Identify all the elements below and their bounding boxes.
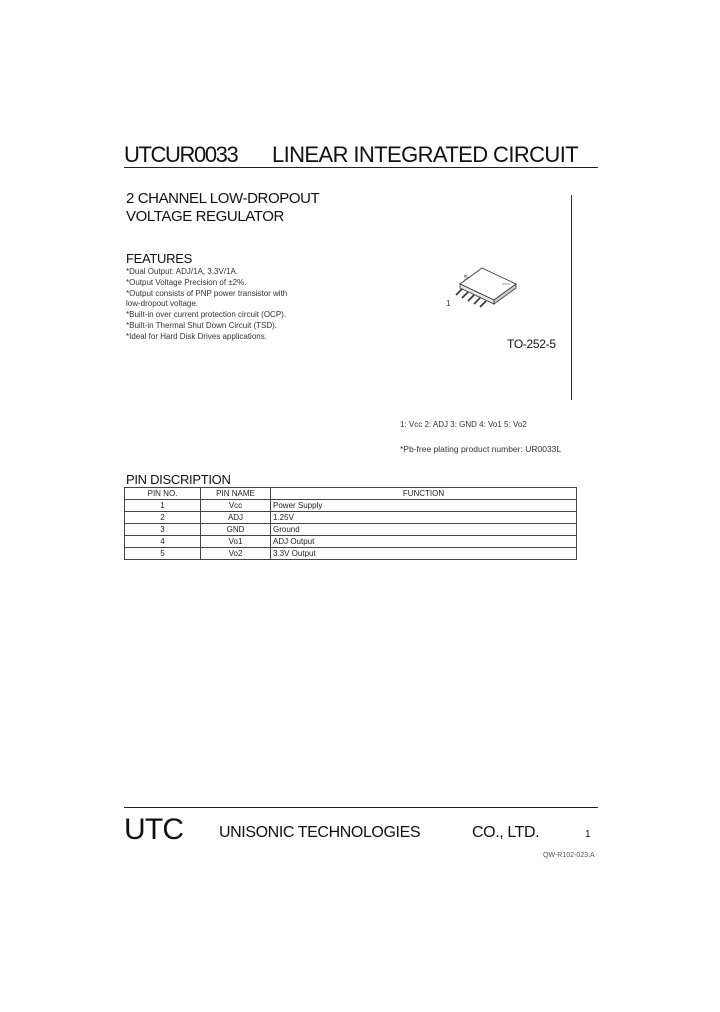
pin-no-cell: 1 [125,500,201,512]
pin5-marker: 5 [464,275,468,282]
feature-item: *Built-in Thermal Shut Down Circuit (TSD). [126,320,278,330]
package-illustration [442,262,522,312]
pin-no-cell: 2 [125,512,201,524]
company-suffix: CO., LTD. [472,824,540,841]
feature-item: *Output Voltage Precision of ±2%. [126,277,247,287]
feature-item: *Output consists of PNP power transistor with [126,288,288,298]
column-header: PIN NO. [125,488,201,500]
table-row [125,536,577,548]
pin-description-heading: PIN DISCRIPTION [126,472,231,487]
function-cell: Ground [271,524,577,536]
function-cell: 1.25V [271,512,577,524]
part-number-title: UTCUR0033 [124,142,238,167]
features-list [126,267,287,343]
pin-name-cell: Vo2 [201,548,271,560]
document-number: QW-R102-023.A [543,852,595,859]
feature-item: *Ideal for Hard Disk Drives applications. [126,331,267,341]
function-cell: 3.3V Output [271,548,577,560]
pin-name-cell: ADJ [201,512,271,524]
page-number: 1 [585,829,591,840]
company-logo: UTC [124,813,184,846]
product-title-line2: VOLTAGE REGULATOR [126,208,284,225]
category-title: LINEAR INTEGRATED CIRCUIT [272,142,579,167]
to252-chip-icon [442,262,522,312]
pb-free-note: *Pb-free plating product number: UR0033L [400,444,562,454]
pin-no-cell: 4 [125,536,201,548]
pin-no-cell: 5 [125,548,201,560]
table-header-row [125,488,577,500]
pin-assignment: 1: Vcc 2: ADJ 3: GND 4: Vo1 5: Vo2 [400,420,527,429]
column-header: FUNCTION [271,488,577,500]
pin-name-cell: Vcc [201,500,271,512]
table-row [125,548,577,560]
product-title [126,190,319,226]
pin-name-cell: Vo1 [201,536,271,548]
product-title-line1: 2 CHANNEL LOW-DROPOUT [126,190,320,207]
table-row [125,512,577,524]
footer-divider [124,807,598,808]
feature-item: *Dual Output: ADJ/1A, 3.3V/1A. [126,267,239,276]
table-row [125,524,577,536]
section-divider-vertical [571,195,572,400]
header-divider [124,167,598,168]
package-name: TO-252-5 [507,337,556,351]
pin1-marker: 1 [446,299,451,308]
pin-no-cell: 3 [125,524,201,536]
pin-description-table [124,487,577,560]
feature-item: low-dropout voltage. [126,299,199,309]
features-heading: FEATURES [126,251,192,266]
table-row [125,500,577,512]
function-cell: Power Supply [271,500,577,512]
column-header: PIN NAME [201,488,271,500]
company-name: UNISONIC TECHNOLOGIES [219,824,421,841]
feature-item: *Built-in over current protection circuit (OCP). [126,310,287,320]
function-cell: ADJ Output [271,536,577,548]
pin-name-cell: GND [201,524,271,536]
